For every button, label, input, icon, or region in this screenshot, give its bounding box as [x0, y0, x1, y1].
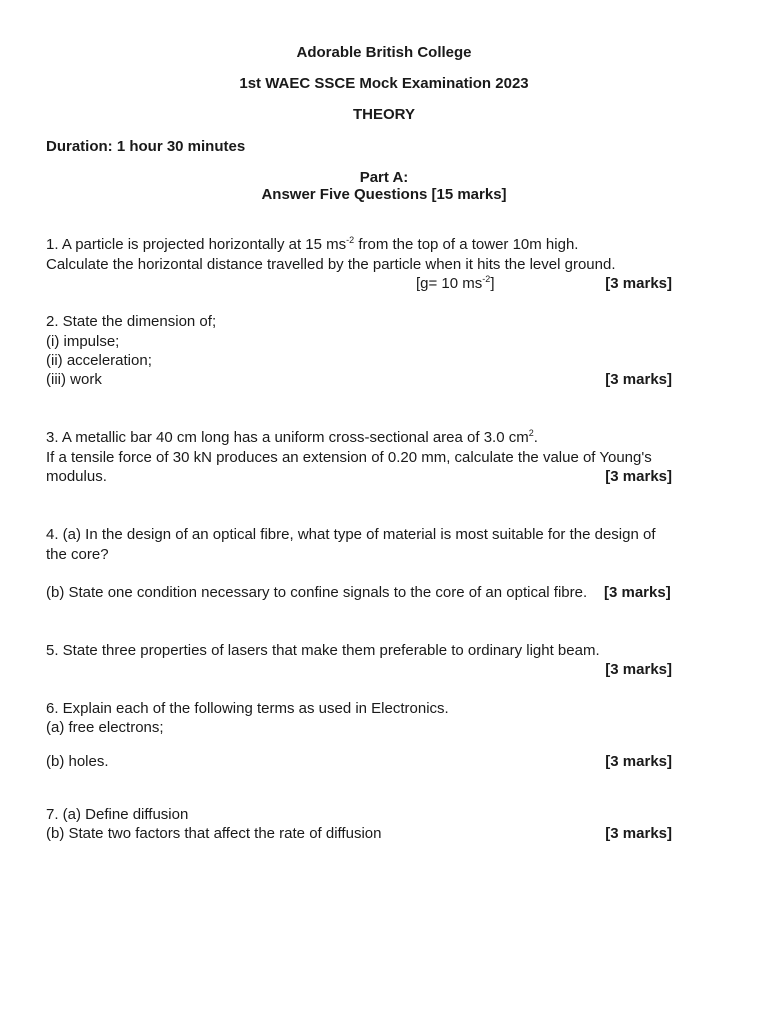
q1-line2: Calculate the horizontal distance travelled by the particle when it hits the level ground.: [46, 256, 616, 273]
q3-line1: 3. A metallic bar 40 cm long has a uniform cross-sectional area of 3.0 $cm^2$.: [46, 428, 538, 446]
q1-line1: 1. A particle is projected horizontally at 15 $ms^{-2}$ from the top of a tower 10m high.: [46, 235, 579, 253]
q2-line1: 2. State the dimension of;: [46, 313, 217, 330]
q2-line4: (iii) work: [46, 371, 102, 388]
q1-gravity-note: [g= 10 $ms^{-2}$]: [416, 274, 495, 292]
q6-line2: (a) free electrons;: [46, 719, 164, 736]
college-name: Adorable British College: [296, 44, 472, 61]
part-label: Part A:: [359, 169, 409, 186]
q6-line1: 6. Explain each of the following terms as used in Electronics.: [46, 700, 449, 717]
q7-line1: 7. (a) Define diffusion: [46, 806, 189, 823]
q7-line2: (b) State two factors that affect the rate of diffusion: [46, 825, 382, 842]
q5-line1: 5. State three properties of lasers that make them preferable to ordinary light beam.: [46, 642, 600, 659]
q2-line3: (ii) acceleration;: [46, 352, 152, 369]
q5-marks: [3 marks]: [605, 661, 672, 678]
q4-line1: 4. (a) In the design of an optical fibre, what type of material is most suitable for the design of: [46, 526, 656, 543]
q3-line3: modulus.: [46, 468, 107, 485]
q7-marks: [3 marks]: [605, 825, 672, 842]
q1-marks: [3 marks]: [605, 275, 672, 292]
section-title: THEORY: [353, 106, 415, 123]
q2-line2: (i) impulse;: [46, 333, 120, 350]
q6-line3: (b) holes.: [46, 753, 109, 770]
q4-marks: [3 marks]: [604, 584, 671, 601]
q4-line2: the core?: [46, 546, 109, 563]
q6-marks: [3 marks]: [605, 753, 672, 770]
q2-marks: [3 marks]: [605, 371, 672, 388]
q4-line3: (b) State one condition necessary to confine signals to the core of an optical fibre.: [46, 584, 588, 601]
q3-line2: If a tensile force of 30 kN produces an extension of 0.20 mm, calculate the value of Young's: [46, 449, 652, 466]
part-instruction: Answer Five Questions [15 marks]: [261, 186, 507, 203]
exam-title: 1st WAEC SSCE Mock Examination 2023: [239, 75, 529, 92]
q3-marks: [3 marks]: [605, 468, 672, 485]
duration: Duration: 1 hour 30 minutes: [46, 138, 246, 155]
